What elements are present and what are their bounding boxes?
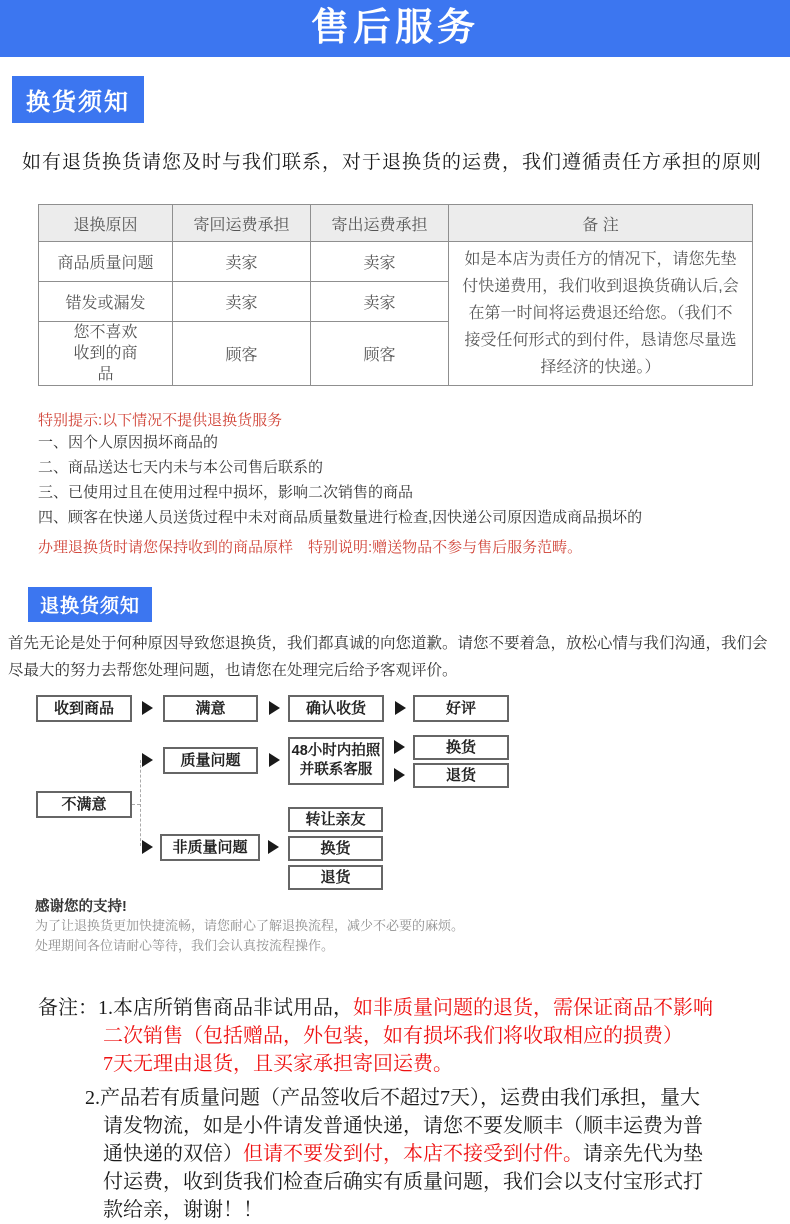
dashed-connector — [132, 804, 140, 805]
arrow-right-icon — [394, 740, 405, 754]
cell-send-fee: 顾客 — [311, 322, 449, 386]
remark-text: 请亲先代为垫 — [583, 1143, 703, 1165]
special-notice-item: 一、因个人原因损坏商品的 — [38, 434, 219, 451]
flow-node-photo-line2: 并联系客服 — [299, 762, 373, 778]
cell-return-fee: 卖家 — [173, 242, 311, 282]
flow-node-confirm-receipt: 确认收货 — [288, 695, 384, 722]
remark-text: 产品若有质量问题（产品签收后不超过7天），运费由我们承担，量大 — [100, 1087, 700, 1109]
remark-text: 通快递的双倍） — [103, 1143, 243, 1165]
remark-text-red: 如非质量问题的退货，需保证商品不影响 — [353, 997, 713, 1019]
remark-line: 付运费，收到货我们检查后确实有质量问题，我们会以支付宝形式打 — [103, 1171, 703, 1193]
bottom-remarks — [0, 994, 790, 1224]
special-notice-item: 四、顾客在快递人员送货过程中未对商品质量数量进行检查,因快递公司原因造成商品损坏的 — [38, 509, 643, 526]
remark-line — [0, 994, 790, 1022]
arrow-right-icon — [269, 701, 280, 715]
remark-text: 本店所销售商品非试用品， — [113, 997, 353, 1019]
flow-node-refund-2: 退货 — [288, 865, 383, 890]
special-notice-item: 三、已使用过且在使用过程中损坏，影响二次销售的商品 — [38, 484, 414, 501]
cell-reason: 您不喜欢收到的商品 — [39, 322, 173, 386]
remark-line: 款给亲，谢谢！！ — [103, 1199, 263, 1221]
remark-item-number: 2. — [85, 1087, 100, 1109]
arrow-right-icon — [269, 753, 280, 767]
thanks-title: 感谢您的支持! — [35, 899, 127, 915]
flow-node-satisfied: 满意 — [163, 695, 258, 722]
thanks-line: 为了让退换货更加快捷流畅，请您耐心了解退换流程，减少不必要的麻烦。 — [35, 918, 465, 933]
cell-reason: 错发或漏发 — [39, 282, 173, 322]
arrow-right-icon — [395, 701, 406, 715]
special-notice-title: 特别提示:以下情况不提供退换货服务 — [38, 412, 283, 429]
arrow-right-icon — [394, 768, 405, 782]
flow-node-good-review: 好评 — [413, 695, 509, 722]
special-notice-item: 二、商品送达七天内未与本公司售后联系的 — [38, 459, 324, 476]
flow-node-exchange-2: 换货 — [288, 836, 383, 861]
cell-reason: 商品质量问题 — [39, 242, 173, 282]
return-notice-text: 首先无论是处于何种原因导致您退换货，我们都真诚的向您道歉。请您不要着急，放松心情与我们沟通，我们会尽最大的努力去帮您处理问题，也请您在处理完后给予客观评价。 — [8, 635, 768, 679]
header-remark: 备 注 — [449, 205, 753, 242]
flow-node-photo-48h — [288, 737, 384, 785]
shipping-fee-table — [38, 204, 753, 386]
remark-line — [0, 1140, 790, 1168]
cell-send-fee: 卖家 — [311, 282, 449, 322]
arrow-right-icon — [142, 753, 153, 767]
dashed-connector — [140, 760, 141, 846]
arrow-right-icon — [268, 840, 279, 854]
flow-node-non-quality: 非质量问题 — [160, 834, 260, 861]
cell-return-fee: 卖家 — [173, 282, 311, 322]
exchange-intro-text: 如有退货换货请您及时与我们联系，对于退换货的运费，我们遵循责任方承担的原则 — [22, 152, 763, 173]
header-reason: 退换原因 — [39, 205, 173, 242]
flow-node-photo-line1: 48小时内拍照 — [291, 743, 381, 759]
arrow-right-icon — [142, 840, 153, 854]
flow-node-quality-issue: 质量问题 — [163, 747, 258, 774]
flow-node-received: 收到商品 — [36, 695, 132, 722]
remark-line — [0, 1084, 790, 1112]
flow-node-refund: 退货 — [413, 763, 509, 788]
arrow-right-icon — [142, 701, 153, 715]
table-row — [39, 242, 753, 282]
header-send-fee: 寄出运费承担 — [311, 205, 449, 242]
remarks-label: 备注： — [38, 997, 98, 1019]
cell-send-fee: 卖家 — [311, 242, 449, 282]
table-header-row — [39, 205, 753, 242]
flow-node-transfer: 转让亲友 — [288, 807, 383, 832]
remark-line: 7天无理由退货，且买家承担寄回运费。 — [103, 1053, 453, 1075]
flow-node-exchange: 换货 — [413, 735, 509, 760]
flow-node-unsatisfied: 不满意 — [36, 791, 132, 818]
exchange-notice-badge: 换货须知 — [12, 76, 144, 123]
header-return-fee: 寄回运费承担 — [173, 205, 311, 242]
remark-text-red: 但请不要发到付，本店不接受到付件。 — [243, 1143, 583, 1165]
return-notice-badge: 退换货须知 — [28, 587, 152, 622]
thanks-line: 处理期间各位请耐心等待，我们会认真按流程操作。 — [35, 938, 335, 953]
page-title: 售后服务 — [0, 0, 790, 57]
remark-line: 二次销售（包括赠品，外包装，如有损坏我们将收取相应的损费） — [103, 1025, 683, 1047]
remark-item-number: 1. — [98, 997, 113, 1019]
remark-line: 请发物流，如是小件请发普通快递，请您不要发顺丰（顺丰运费为普 — [103, 1115, 703, 1137]
cell-return-fee: 顾客 — [173, 322, 311, 386]
return-flowchart — [0, 690, 790, 895]
special-notice-footer: 办理退换货时请您保持收到的商品原样 特别说明:赠送物品不参与售后服务范畴。 — [38, 539, 583, 556]
cell-remark: 如是本店为责任方的情况下，请您先垫付快递费用，我们收到退换货确认后,会在第一时间将运费退还给您。（我们不接受任何形式的到付件，恳请您尽量选择经济的快递。） — [449, 242, 753, 386]
